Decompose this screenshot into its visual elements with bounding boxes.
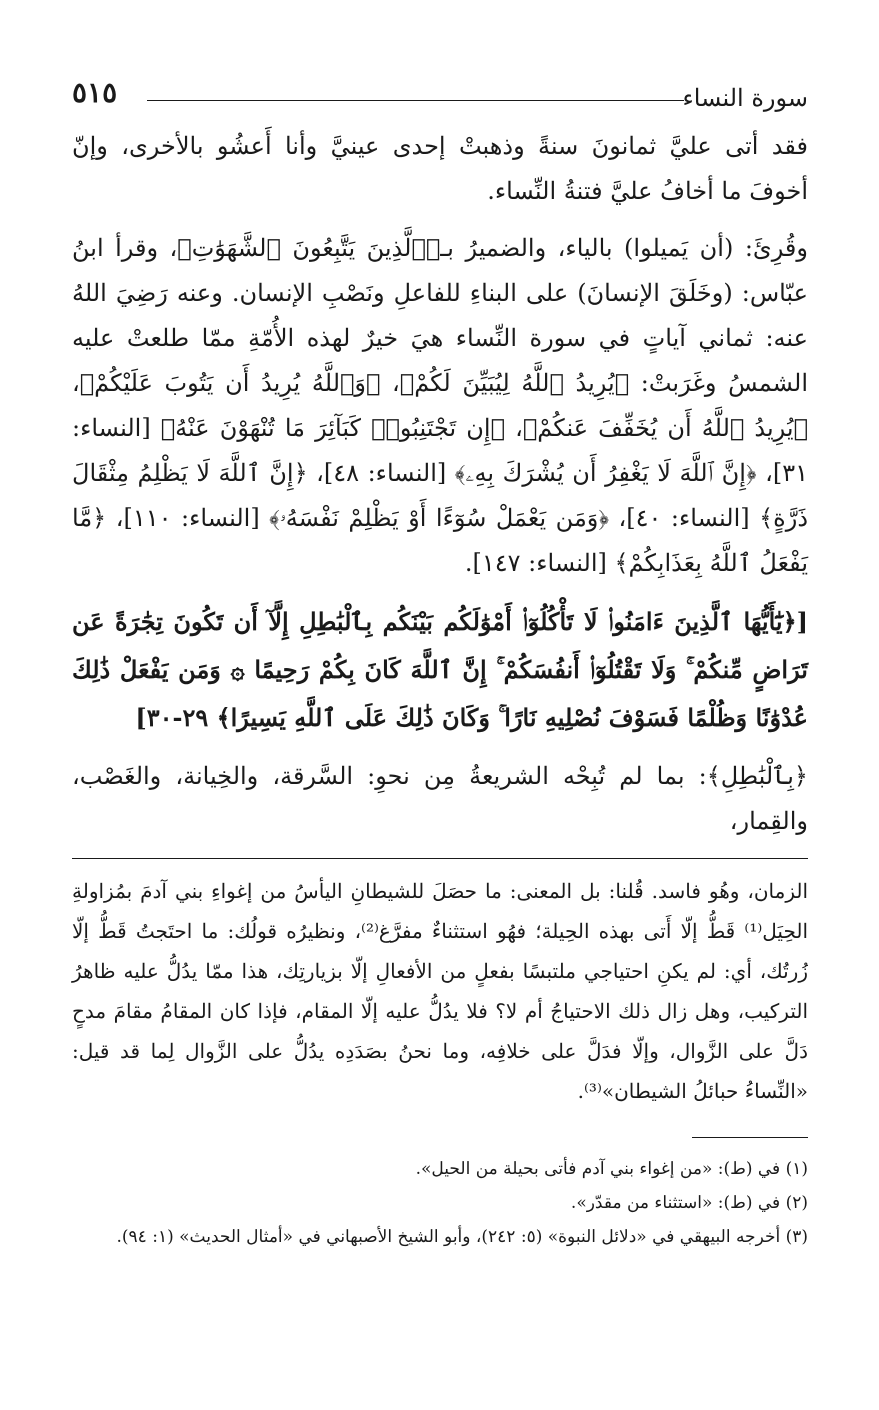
- paragraph: وقُرِئَ: (أن يَميلوا) بالياء، والضميرُ بـ﴿ٱلَّذِينَ يَتَّبِعُونَ ٱلشَّهَوَٰتِ﴾، وقرأ ابنُ عبّاس: (وخَلَقَ الإنسانَ) على البناءِ للفاعلِ ونَصْبِ الإنسان. وعنه رَضِيَ اللهُ عنه: ثماني آياتٍ في سورة النِّساء هيَ خيرٌ لهذه الأُمّةِ ممّا طلعتْ عليه الشمسُ وغَرَبتْ: ﴿يُرِيدُ ٱللَّهُ لِيُبَيِّنَ لَكُمْ﴾، ﴿وَٱللَّهُ يُرِيدُ أَن يَتُوبَ عَلَيْكُمْ﴾، ﴿يُرِيدُ ٱللَّهُ أَن يُخَفِّفَ عَنكُمْ﴾، ﴿إِن تَجْتَنِبُوا۟ كَبَآئِرَ مَا تُنْهَوْنَ عَنْهُ﴾ [النساء: ٣١]، ﴿إِنَّ ٱللَّهَ لَا يَغْفِرُ أَن يُشْرَكَ بِهِۦ﴾ [النساء: ٤٨]، ﴿إِنَّ ٱللَّهَ لَا يَظْلِمُ مِثْقَالَ ذَرَّةٍ﴾ [النساء: ٤٠]، ﴿وَمَن يَعْمَلْ سُوٓءًا أَوْ يَظْلِمْ نَفْسَهُۥ﴾ [النساء: ١١٠]، ﴿مَّا يَفْعَلُ ٱللَّهُ بِعَذَابِكُمْ﴾ [النساء: ١٤٧].: [72, 234, 809, 577]
- running-header: [72, 70, 808, 124]
- footnotes: [72, 1152, 808, 1254]
- book-page: [72, 70, 808, 1254]
- main-text: [72, 124, 808, 844]
- section-separator: [72, 858, 808, 859]
- surah-title: سورة النساء: [682, 84, 808, 112]
- quran-verse-block: [﴿يَٰٓأَيُّهَا ٱلَّذِينَ ءَامَنُوا۟ لَا تَأْكُلُوٓا۟ أَمْوَٰلَكُم بَيْنَكُم بِٱلْبَٰطِلِ إِلَّآ أَن تَكُونَ تِجَٰرَةً عَن تَرَاضٍ مِّنكُمْ ۚ وَلَا تَقْتُلُوٓا۟ أَنفُسَكُمْ ۚ إِنَّ ٱللَّهَ كَانَ بِكُمْ رَحِيمًا ۞ وَمَن يَفْعَلْ ذَٰلِكَ عُدْوَٰنًا وَظُلْمًا فَسَوْفَ نُصْلِيهِ نَارًا ۚ وَكَانَ ذَٰلِكَ عَلَى ٱللَّهِ يَسِيرًا﴾ ٢٩-٣٠]: [72, 607, 808, 732]
- paragraph: ﴿بِٱلْبَٰطِلِ﴾: بما لم تُبِحْه الشريعةُ مِن نحوِ: السَّرقة، والخِيانة، والغَصْب، والقِمار،: [72, 762, 808, 835]
- note-paragraph: الزمان، وهُو فاسد. قُلنا: بل المعنى: ما حصَلَ للشيطانِ اليأسُ من إغواءِ بني آدمَ بمُزاولةِ الحِيَل⁽¹⁾ قَطُّ إلّا أَتى بهذه الحِيلة؛ فهُو استثناءٌ مفرَّغ⁽²⁾، ونظيرُه قولُك: ما احتَجتُ قَطُّ إلّا زُرتُك، أي: لم يكنِ احتياجي ملتبسًا بفعلٍ من الأفعالِ إلّا بزيارتِك، هذا ممّا يدُلُّ عليه ظاهرُ التركيب، وهل زال ذلك الاحتياجُ أم لا؟ فلا يدُلُّ عليه إلّا المقام، فإذا كان المقامُ مقامَ مدحٍ دَلَّ على الزَّوال، وإلّا فدَلَّ على خلافِه، وما نحنُ بصَدَدِه يدُلُّ على الزَّوال لِما قد قيل: «النِّساءُ حبائلُ الشيطان»⁽³⁾.: [72, 879, 809, 1103]
- paragraph: فقد أتى عليَّ ثمانونَ سنةً وذهبتْ إحدى عينيَّ وأنا أَعشُو بالأخرى، وإنّ أخوفَ ما أخافُ عليَّ فتنةُ النِّساء.: [72, 132, 808, 205]
- header-rule: [147, 100, 684, 101]
- page-number: ٥١٥: [72, 76, 118, 109]
- footnote: (٣) أخرجه البيهقي في «دلائل النبوة» (٥: ٢٤٢)، وأبو الشيخ الأصبهاني في «أمثال الحديث» (١: ٩٤).: [116, 1227, 808, 1247]
- footnote-rule: [692, 1137, 808, 1138]
- footnote: (٢) في (ط): «استثناء من مقدّر».: [570, 1193, 808, 1213]
- commentary-note: [72, 871, 808, 1111]
- footnote: (١) في (ط): «من إغواء بني آدم فأتى بحيلة من الحيل».: [415, 1159, 808, 1179]
